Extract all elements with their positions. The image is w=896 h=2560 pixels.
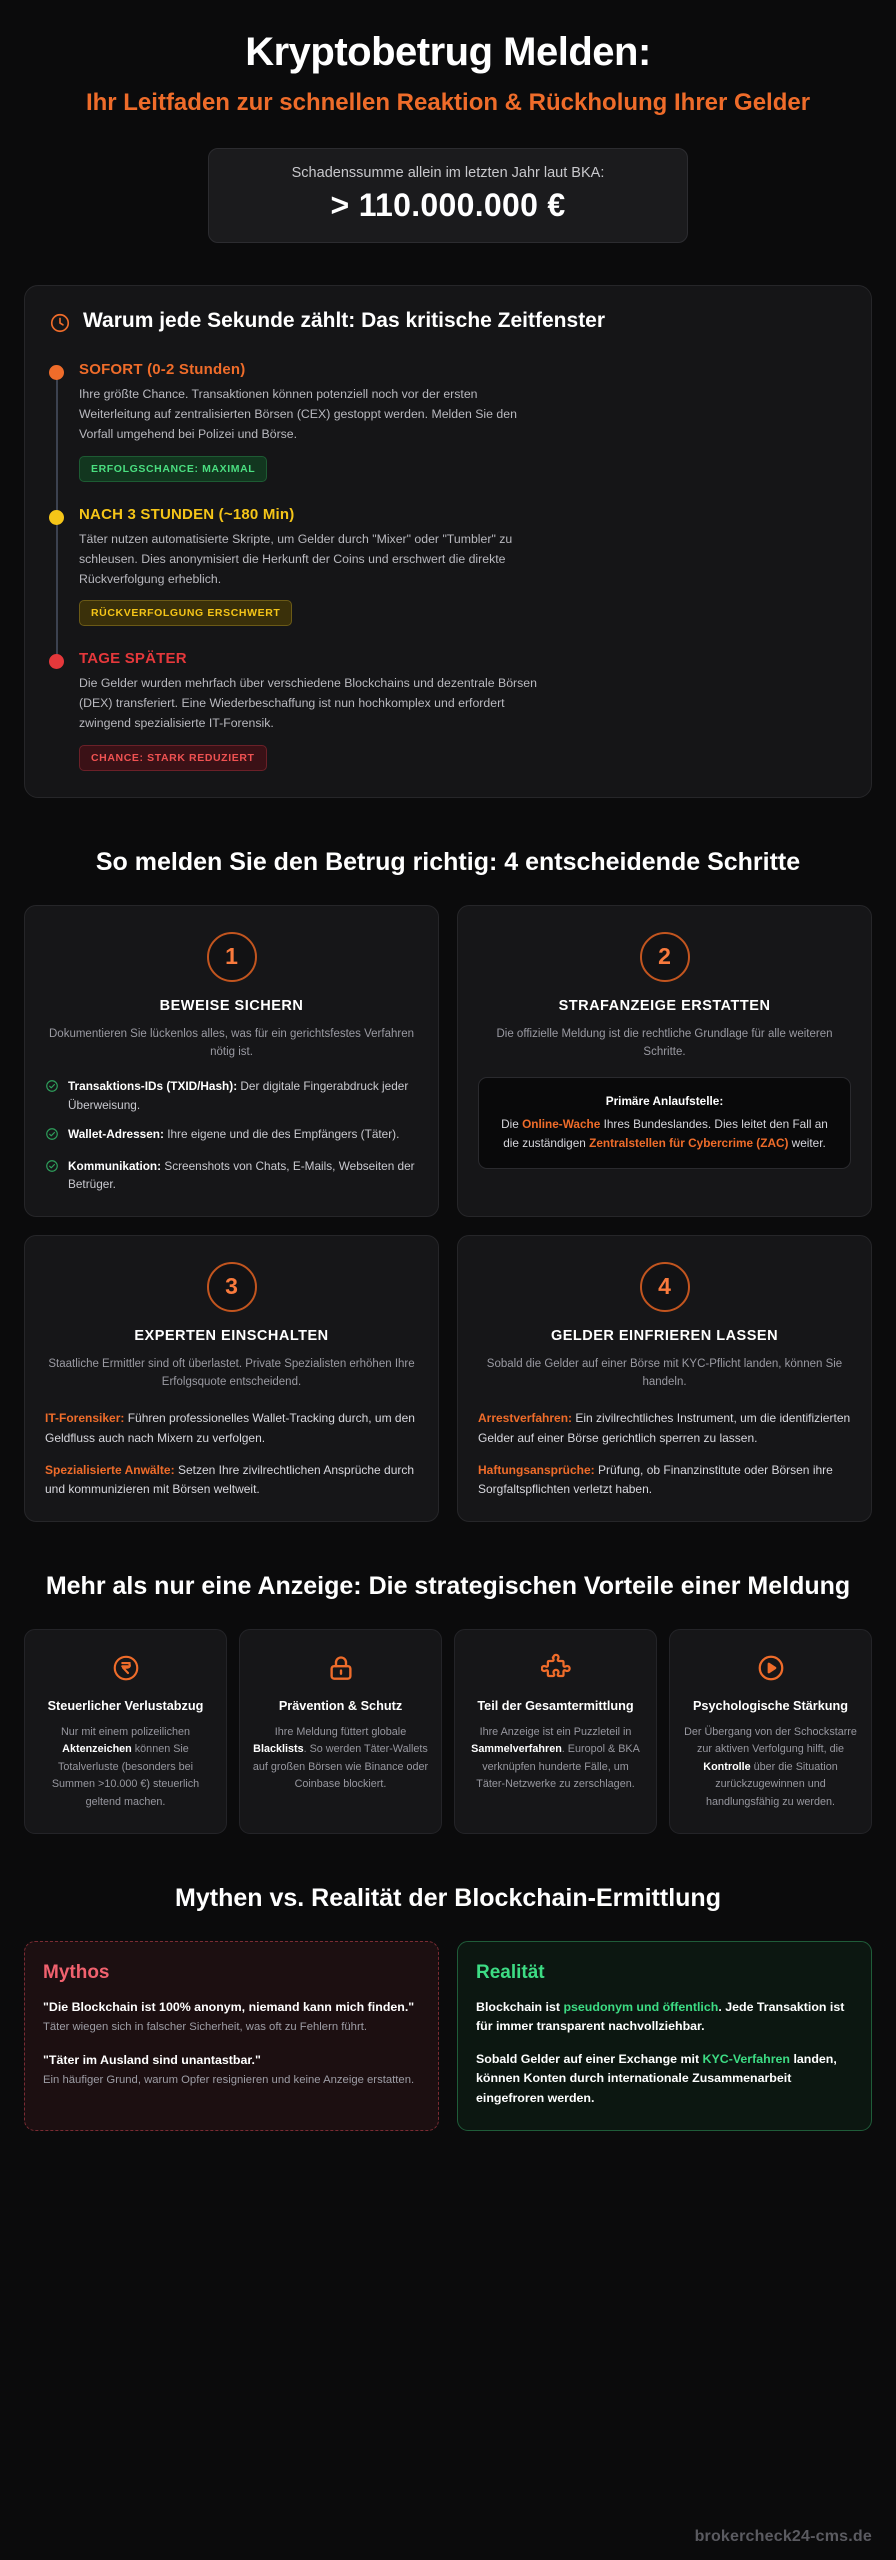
- timeline-item-body: Die Gelder wurden mehrfach über verschiedene Blockchains und dezentrale Börsen (DEX) transferiert. Eine Wiederbeschaffung ist nun hochkomplex und erfordert zwingend spezialisierte IT-Forensik.: [79, 676, 537, 731]
- evidence-checklist: [45, 1077, 418, 1193]
- step-card-subtitle: Staatliche Ermittler sind oft überlastet. Private Spezialisten erhöhen Ihre Erfolgsquote entscheidend.: [48, 1357, 415, 1388]
- check-circle-icon: [45, 1079, 59, 1098]
- coin-currency-icon: [37, 1650, 214, 1686]
- checklist-item-text: Transaktions-IDs (TXID/Hash): Der digitale Fingerabdruck jeder Überweisung.: [68, 1079, 409, 1112]
- timeline-item-body: Ihre größte Chance. Transaktionen können potenziell noch vor der ersten Weiterleitung auf zentralisierten Börsen (CEX) gestoppt werden. Melden Sie den Vorfall umgehend bei Polizei und Börse.: [79, 386, 517, 441]
- reality-paragraph-2: [476, 2050, 853, 2108]
- damage-stat-box: [208, 148, 688, 243]
- step-bullet: Arrestverfahren: Ein zivilrechtliches Instrument, um die identifizierten Gelder auf einer Börse gerichtlich sperren zu lassen.: [478, 1411, 851, 1445]
- step-card: [457, 905, 872, 1217]
- reality-paragraph-1: [476, 1998, 853, 2036]
- steps-section-heading: So melden Sie den Betrug richtig: 4 entscheidende Schritte: [95, 848, 801, 877]
- reality-card: [457, 1941, 872, 2131]
- step-card-subtitle: Die offizielle Meldung ist die rechtliche Grundlage für alle weiteren Schritte.: [496, 1027, 833, 1059]
- reality-p1-lead: Blockchain ist: [476, 1999, 564, 2014]
- step-bullets: [478, 1409, 851, 1499]
- myth-items: [43, 1998, 420, 2090]
- check-circle-icon: [45, 1127, 59, 1146]
- timeline-dot-icon: [49, 654, 64, 669]
- clock-icon: [49, 312, 71, 339]
- checklist-item: [45, 1125, 418, 1146]
- timeline-item: [49, 361, 847, 506]
- step-card: [24, 1235, 439, 1523]
- myth-item: [43, 1998, 420, 2037]
- step-card-subtitle: Sobald die Gelder auf einer Börse mit KYC-Pflicht landen, können Sie handeln.: [486, 1357, 843, 1388]
- step-card-title: GELDER EINFRIEREN LASSEN: [550, 1327, 779, 1344]
- benefit-card-title: Psychologische Stärkung: [692, 1698, 849, 1713]
- page-subtitle: Ihr Leitfaden zur schnellen Reaktion & Rückholung Ihrer Gelder: [85, 88, 811, 116]
- timeline-item-tag: CHANCE: STARK REDUZIERT: [79, 745, 267, 771]
- play-circle-icon: [682, 1650, 859, 1686]
- myth-item-explanation: Ein häufiger Grund, warum Opfer resignieren und keine Anzeige erstatten.: [43, 2074, 415, 2087]
- checklist-item-text: Wallet-Adressen: Ihre eigene und die des Empfängers (Täter).: [68, 1126, 400, 1141]
- myth-item-quote: "Täter im Ausland sind unantastbar.": [43, 2052, 261, 2067]
- check-circle-icon: [45, 1159, 59, 1178]
- benefits-section-heading: Mehr als nur eine Anzeige: Die strategischen Vorteile einer Meldung: [45, 1572, 851, 1601]
- benefit-card-text: Ihre Meldung füttert globale Blacklists. So werden Täter-Wallets auf großen Börsen wie Binance oder Coinbase blockiert.: [252, 1725, 429, 1791]
- step-bullets: [45, 1409, 418, 1499]
- benefit-card: [454, 1629, 657, 1835]
- timeline-item-title: TAGE SPÄTER: [79, 650, 187, 668]
- checklist-item: [45, 1077, 418, 1114]
- step-number-badge: 1: [207, 932, 257, 982]
- callout-body: Die Online-Wache Ihres Bundeslandes. Dies leitet den Fall an die zuständigen Zentralstellen für Cybercrime (ZAC) weiter.: [501, 1116, 828, 1150]
- timeline-dot-icon: [49, 365, 64, 380]
- primary-contact-callout: [478, 1077, 851, 1168]
- steps-grid: [24, 905, 872, 1522]
- bullet-lead: IT-Forensiker:: [45, 1411, 125, 1426]
- bullet-lead: Arrestverfahren:: [478, 1411, 573, 1426]
- benefit-card-text: Der Übergang von der Schockstarre zur aktiven Verfolgung hilft, die Kontrolle über die Situation zurückzugewinnen und handlungsfähig zu werden.: [684, 1725, 857, 1808]
- bullet-lead: Spezialisierte Anwälte:: [45, 1462, 175, 1477]
- checklist-item-text: Kommunikation: Screenshots von Chats, E-Mails, Webseiten der Betrüger.: [68, 1158, 415, 1192]
- bullet-lead: Haftungsansprüche:: [478, 1462, 595, 1477]
- benefit-card-text: Nur mit einem polizeilichen Aktenzeichen können Sie Totalverluste (besonders bei Summen >10.000 €) steuerlich geltend machen.: [51, 1725, 200, 1808]
- step-card: [457, 1235, 872, 1523]
- hero-section: [0, 0, 896, 243]
- myth-item-explanation: Täter wiegen sich in falscher Sicherheit, was oft zu Fehlern führt.: [43, 2021, 367, 2034]
- step-number-badge: 2: [640, 932, 690, 982]
- benefits-grid: [24, 1629, 872, 1835]
- reality-card-title: Realität: [476, 1961, 545, 1983]
- myth-card: [24, 1941, 439, 2131]
- timeline-heading: Warum jede Sekunde zählt: Das kritische Zeitfenster: [83, 308, 606, 332]
- timeline-panel-header: [49, 308, 847, 339]
- page-title: Kryptobetrug Melden:: [245, 30, 651, 74]
- step-card-title: STRAFANZEIGE ERSTATTEN: [558, 997, 771, 1014]
- timeline-item-tag: ERFOLGSCHANCE: MAXIMAL: [79, 456, 267, 482]
- callout-heading: Primäre Anlaufstelle:: [605, 1094, 724, 1109]
- benefit-card: [239, 1629, 442, 1835]
- myth-item: [43, 2051, 420, 2090]
- step-bullet: Haftungsansprüche: Prüfung, ob Finanzinstitute oder Börsen ihre Sorgfaltspflichten verletzt haben.: [478, 1462, 833, 1496]
- myth-section-heading: Mythen vs. Realität der Blockchain-Ermittlung: [175, 1884, 721, 1913]
- timeline-item: [49, 506, 847, 651]
- benefit-card: [669, 1629, 872, 1835]
- step-bullet: IT-Forensiker: Führen professionelles Wallet-Tracking durch, um den Geldfluss auch nach Mixern zu verfolgen.: [45, 1411, 415, 1445]
- benefit-card-text: Ihre Anzeige ist ein Puzzleteil in Sammelverfahren. Europol & BKA verknüpfen hunderte Fälle, um Täter-Netzwerke zu zerschlagen.: [471, 1725, 640, 1791]
- step-card-title: BEWEISE SICHERN: [159, 997, 304, 1014]
- timeline-dot-icon: [49, 510, 64, 525]
- timeline-item-tag: RÜCKVERFOLGUNG ERSCHWERT: [79, 600, 292, 626]
- timeline-item: [49, 650, 847, 771]
- timeline-item-title: SOFORT (0-2 Stunden): [79, 360, 246, 378]
- stat-label: Schadenssumme allein im letzten Jahr laut BKA:: [291, 164, 605, 181]
- timeline-panel: [24, 285, 872, 798]
- lock-icon: [252, 1650, 429, 1686]
- myth-reality-grid: [24, 1941, 872, 2131]
- benefit-card-title: Prävention & Schutz: [278, 1698, 403, 1713]
- puzzle-piece-icon: [467, 1650, 644, 1686]
- reality-p2-highlight: KYC-Verfahren: [702, 2052, 790, 2067]
- step-card-subtitle: Dokumentieren Sie lückenlos alles, was für ein gerichtsfestes Verfahren nötig ist.: [49, 1027, 414, 1059]
- step-number-badge: 4: [640, 1262, 690, 1312]
- reality-p1-tail: . Jede Transaktion ist für immer transparent nachvollziehbar.: [476, 1999, 845, 2033]
- reality-p1-highlight: pseudonym und öffentlich: [563, 1999, 719, 2014]
- benefit-card-title: Steuerlicher Verlustabzug: [47, 1698, 204, 1713]
- step-number-badge: 3: [207, 1262, 257, 1312]
- timeline-item-body: Täter nutzen automatisierte Skripte, um Gelder durch "Mixer" oder "Tumbler" zu schleusen. Dies anonymisiert die Herkunft der Coins und erschwert die direkte Rückverfolgung erheblich.: [79, 531, 513, 586]
- timeline-item-title: NACH 3 STUNDEN (~180 Min): [79, 505, 295, 523]
- myth-card-title: Mythos: [43, 1961, 110, 1983]
- checklist-item: [45, 1157, 418, 1194]
- step-card: [24, 905, 439, 1217]
- stat-value: > 110.000.000 €: [330, 186, 566, 223]
- step-card-title: EXPERTEN EINSCHALTEN: [134, 1327, 329, 1344]
- reality-p2-lead: Sobald Gelder auf einer Exchange mit: [476, 2052, 703, 2067]
- myth-item-quote: "Die Blockchain ist 100% anonym, niemand kann mich finden.": [43, 1999, 415, 2014]
- step-bullet: Spezialisierte Anwälte: Setzen Ihre zivilrechtlichen Ansprüche durch und kommunizieren mit Börsen weltweit.: [45, 1462, 415, 1496]
- site-watermark: brokercheck24-cms.de: [694, 2528, 872, 2545]
- benefit-card: [24, 1629, 227, 1835]
- timeline-list: [49, 361, 847, 771]
- benefit-card-title: Teil der Gesamtermittlung: [477, 1698, 634, 1713]
- reality-p2-tail: landen, können Konten durch internationale Zusammenarbeit eingefroren werden.: [476, 2052, 837, 2105]
